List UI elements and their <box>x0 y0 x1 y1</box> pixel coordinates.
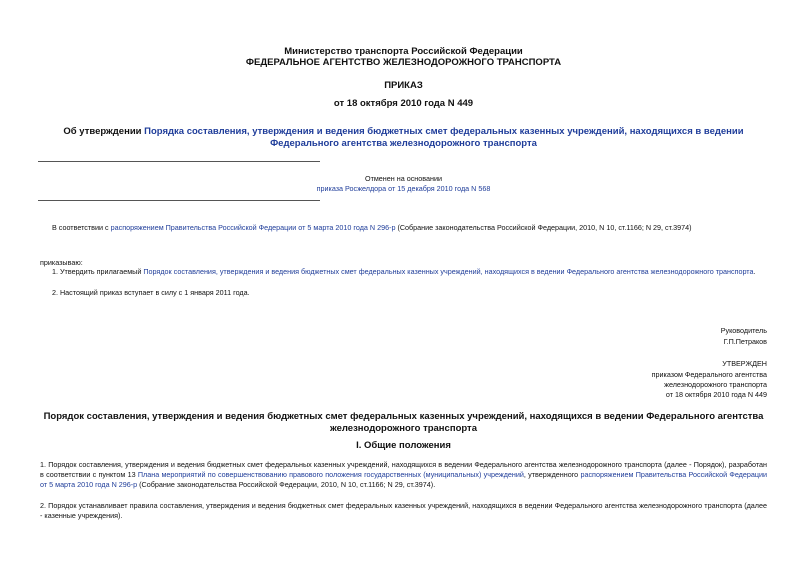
divider-bottom <box>38 200 320 201</box>
agency-name: ФЕДЕРАЛЬНОЕ АГЕНТСТВО ЖЕЛЕЗНОДОРОЖНОГО ТРАНСПОРТА <box>245 57 562 68</box>
signature-name: Г.П.Петраков <box>723 337 767 346</box>
p1-link-plan[interactable]: Плана мероприятий по совершенствованию правового положения государственных (муниципальных) учреждений <box>137 470 524 479</box>
p1-link-decree[interactable]: распоряжением Правительства Российской Федерации от 5 марта 2010 года N 296-р <box>40 470 767 489</box>
preamble <box>52 223 772 233</box>
item-1-link[interactable]: Порядок составления, утверждения и ведения бюджетных смет федеральных казенных учреждений, находящихся в ведении Федерального агентства железнодорожного транспорта <box>143 267 754 276</box>
order-word: приказываю: <box>40 258 83 267</box>
order-title-link[interactable]: Порядка составления, утверждения и ведения бюджетных смет федеральных казенных учреждений, находящихся в ведении Федерального агентства железнодорожного транспорта <box>144 126 744 149</box>
item-1 <box>52 267 782 277</box>
p1-text-b: , утвержденного <box>523 470 581 479</box>
item-1-suffix: . <box>753 267 756 276</box>
p1-text-c: (Собрание законодательства Российской Федерации, 2010, N 10, ст.1166; N 29, ст.3974). <box>137 480 436 489</box>
order-title-prefix: Об утверждении <box>63 126 145 137</box>
procedure-title: Порядок составления, утверждения и ведения бюджетных смет федеральных казенных учреждений, находящихся в ведении Федерального агентства железнодорожного транспорта <box>43 411 764 434</box>
doc-type: ПРИКАЗ <box>384 80 423 91</box>
doc-date: от 18 октября 2010 года N 449 <box>333 98 474 109</box>
approved-word: УТВЕРЖДЕН <box>722 359 767 368</box>
order-title <box>40 126 767 150</box>
procedure-paragraph-1 <box>40 460 767 490</box>
approved-line-3: от 18 октября 2010 года N 449 <box>665 390 767 399</box>
item-1-prefix: 1. Утвердить прилагаемый <box>52 267 144 276</box>
section-1-title: I. Общие положения <box>356 440 451 451</box>
ministry-name: Министерство транспорта Российской Федерации <box>284 46 523 57</box>
signature-role: Руководитель <box>720 326 767 335</box>
preamble-prefix: В соответствии с <box>52 223 111 232</box>
item-2: 2. Настоящий приказ вступает в силу с 1 января 2011 года. <box>52 288 250 297</box>
approved-line-1: приказом Федерального агентства <box>651 370 767 379</box>
procedure-paragraph-2: 2. Порядок устанавливает правила составления, утверждения и ведения бюджетных смет федеральных казенных учреждений, находящихся в ведении Федерального агентства железнодорожного транспорта (далее - казенные учреждения). <box>40 501 767 520</box>
approved-line-2: железнодорожного транспорта <box>664 380 767 389</box>
divider-top <box>38 161 320 162</box>
preamble-link[interactable]: распоряжением Правительства Российской Федерации от 5 марта 2010 года N 296-р <box>110 223 396 232</box>
cancel-note-line: Отменен на основании <box>364 174 442 183</box>
cancel-note-link[interactable]: приказа Росжелдора от 15 декабря 2010 года N 568 <box>316 184 491 193</box>
preamble-suffix: (Собрание законодательства Российской Федерации, 2010, N 10, ст.1166; N 29, ст.3974) <box>395 223 692 232</box>
p1-text-a: 1. Порядок составления, утверждения и ведения бюджетных смет федеральных казенных учреждений, находящихся в ведении Федерального агентства железнодорожного транспорта (далее - Порядок), разработан в соответствии с пунктом 13 <box>40 460 767 479</box>
